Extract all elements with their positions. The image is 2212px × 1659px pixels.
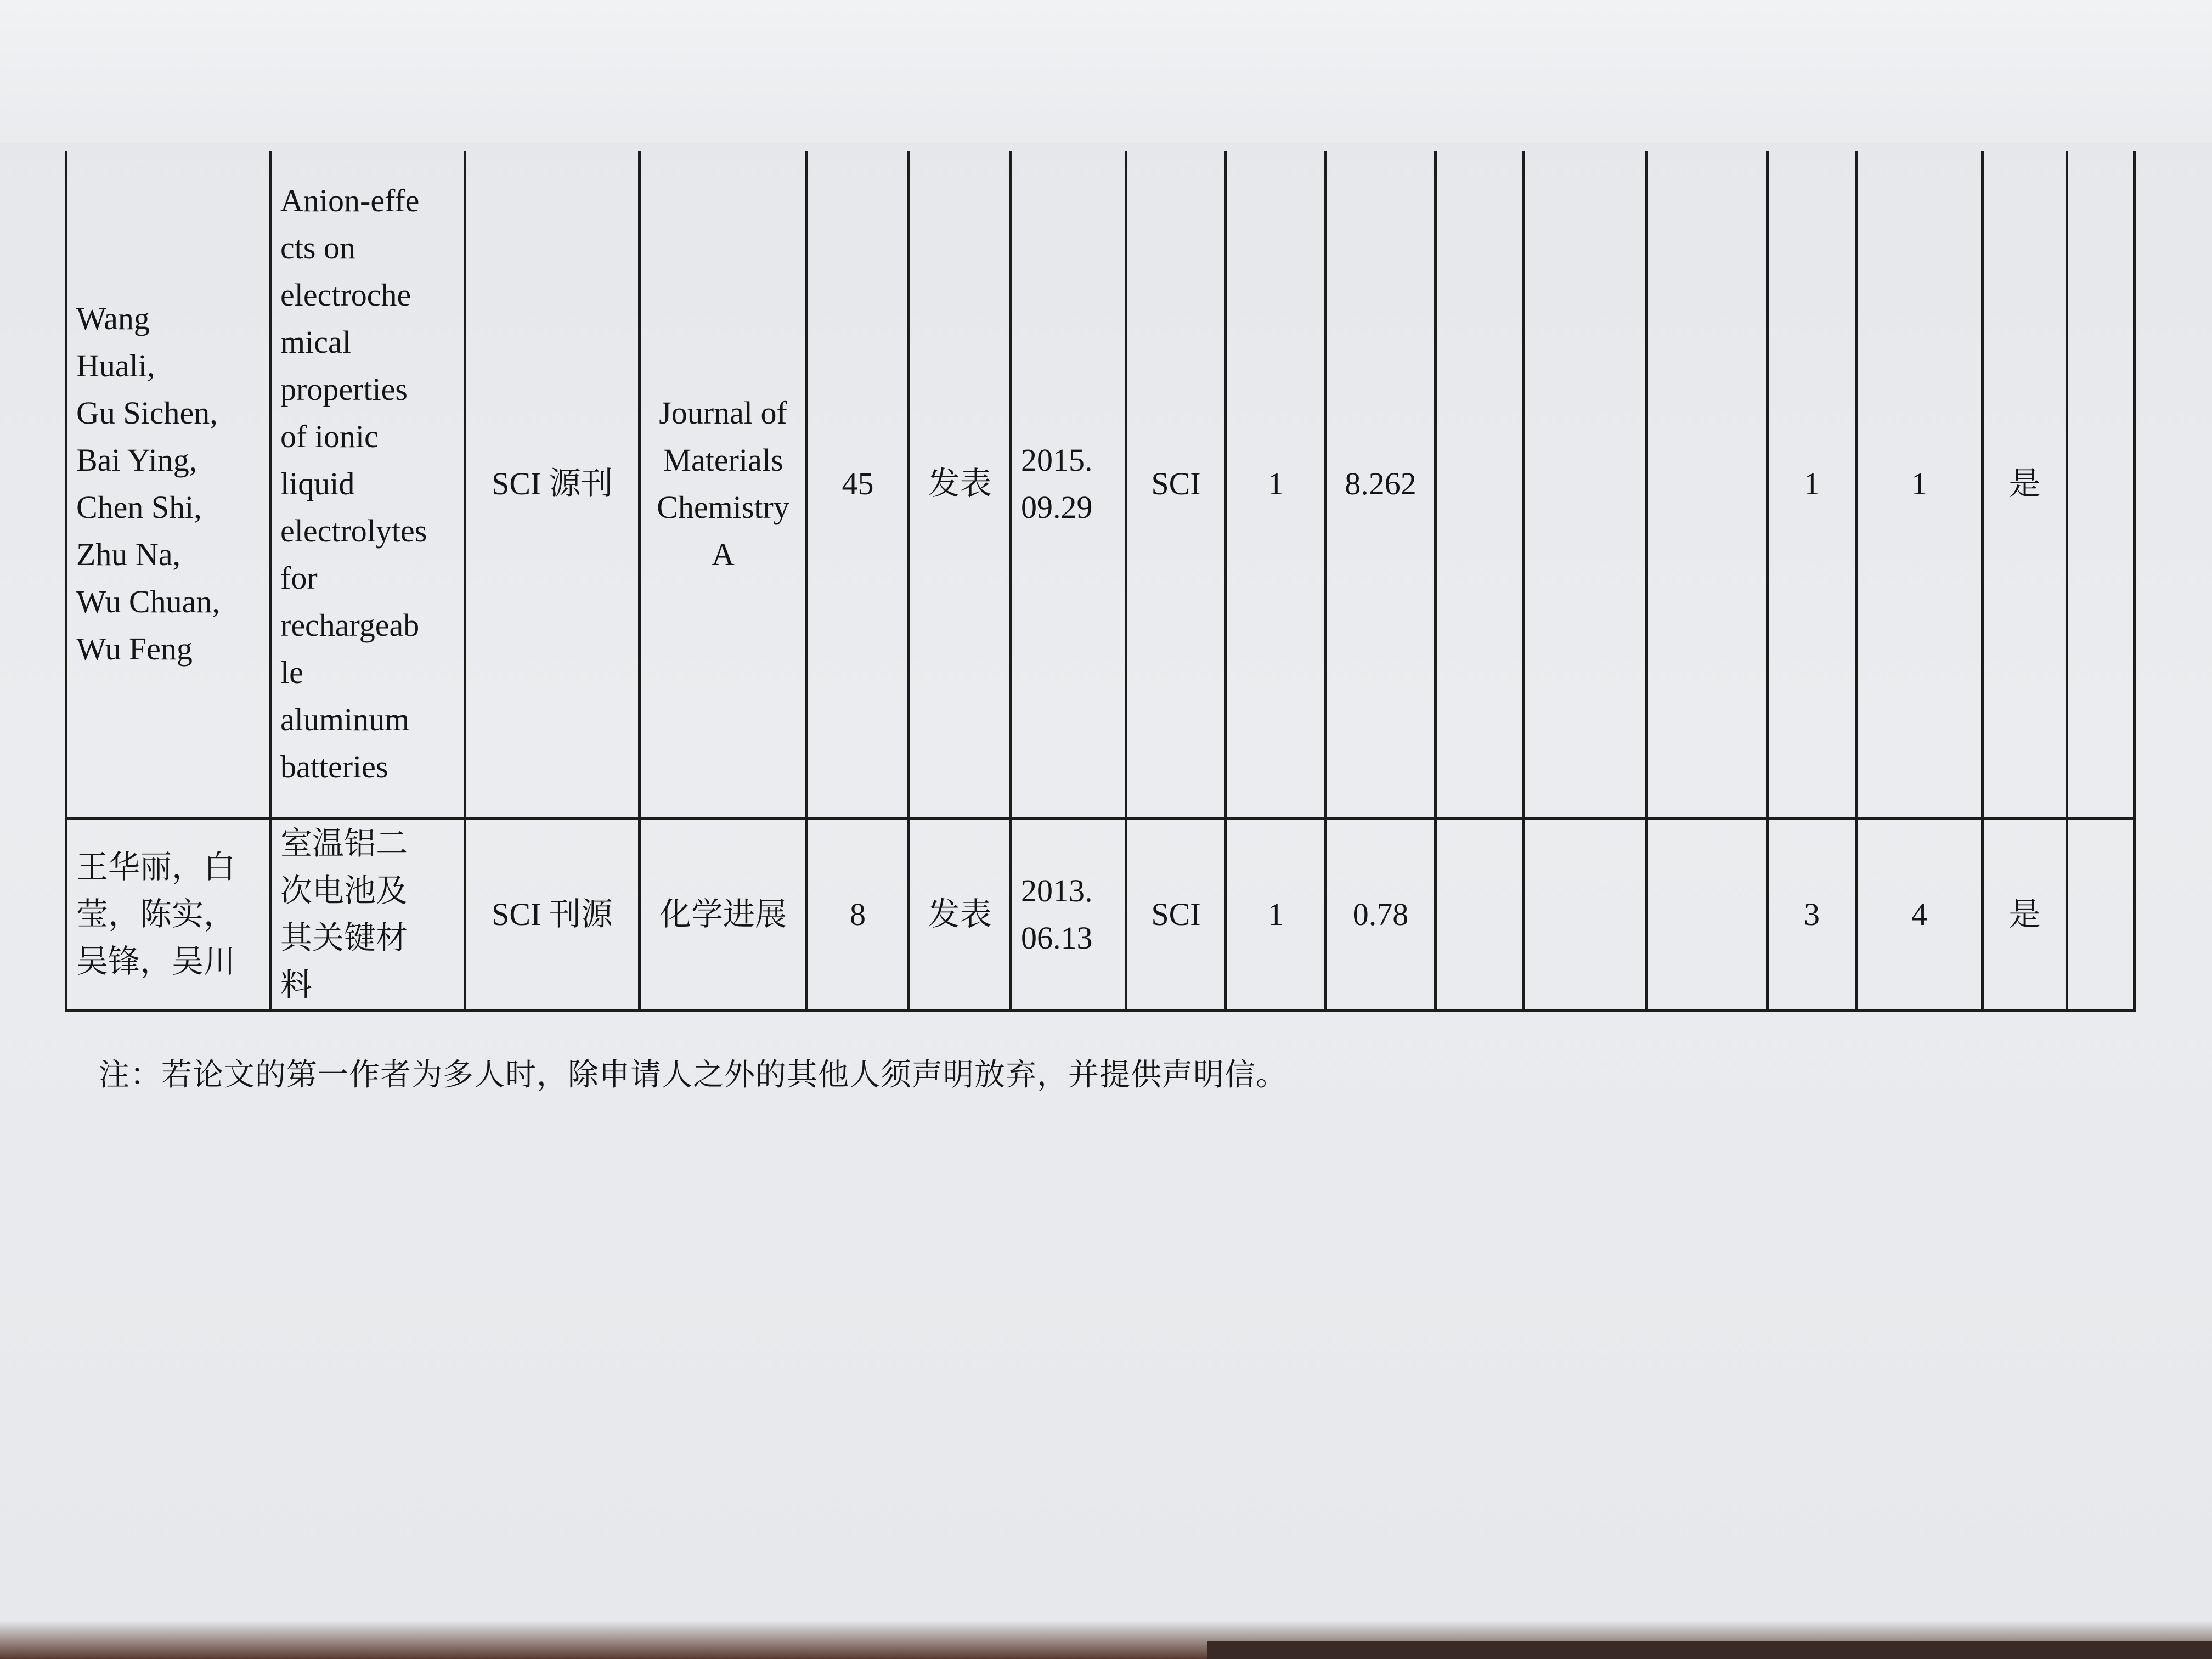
status-cell: 发表: [909, 819, 1011, 1011]
impact-factor-cell: 0.78: [1326, 819, 1436, 1011]
authors-cell: [66, 151, 270, 819]
empty-cell: [2067, 151, 2135, 819]
rank-cell: 1: [1857, 151, 1983, 819]
empty-cell: [1436, 819, 1523, 1011]
indexed-by-cell: SCI: [1126, 151, 1226, 819]
confirm-cell: 是: [1983, 151, 2067, 819]
paper-title-cell: [270, 151, 465, 819]
document-sheet: [65, 151, 2133, 1012]
index-type-cell: SCI 源刊: [465, 151, 640, 819]
authors-text: Wang Huali, Gu Sichen, Bai Ying, Chen Shi, Zhu Na, Wu Chuan, Wu Feng: [76, 301, 220, 667]
empty-cell: [1523, 819, 1647, 1011]
rank-cell: 3: [1768, 819, 1857, 1011]
index-type-cell: SCI 刊源: [465, 819, 640, 1011]
journal-cell: 化学进展: [640, 819, 807, 1011]
table-row: [66, 151, 2135, 819]
desk-edge: [1207, 1641, 2212, 1659]
table-row: [66, 819, 2135, 1011]
paper-title-cell: [270, 819, 465, 1011]
confirm-cell: 是: [1983, 819, 2067, 1011]
empty-cell: [1647, 819, 1768, 1011]
authors-cell: [66, 819, 270, 1011]
paper-title-text: Anion-effe cts on electroche mical properties of ionic liquid electrolytes for rechargeab le aluminum batteries: [280, 183, 427, 785]
empty-cell: [1647, 151, 1768, 819]
volume-cell: 8: [807, 819, 909, 1011]
paper-title-text: 室温铝二 次电池及 其关键材 料: [280, 826, 408, 1003]
count-cell: 1: [1226, 151, 1326, 819]
date-cell: 2015. 09.29: [1011, 151, 1126, 819]
status-cell: 发表: [909, 151, 1011, 819]
rank-cell: 4: [1857, 819, 1983, 1011]
volume-cell: 45: [807, 151, 909, 819]
publication-table: [65, 151, 2136, 1012]
rank-cell: 1: [1768, 151, 1857, 819]
journal-cell: Journal of Materials Chemistry A: [640, 151, 807, 819]
count-cell: 1: [1226, 819, 1326, 1011]
indexed-by-cell: SCI: [1126, 819, 1226, 1011]
empty-cell: [2067, 819, 2135, 1011]
page-top-area: [0, 0, 2212, 143]
empty-cell: [1523, 151, 1647, 819]
empty-cell: [1436, 151, 1523, 819]
date-cell: 2013. 06.13: [1011, 819, 1126, 1011]
authors-text: 王华丽，白 莹，陈实， 吴锋，吴川: [76, 849, 236, 980]
footnote: 注：若论文的第一作者为多人时，除申请人之外的其他人须声明放弃，并提供声明信。: [99, 1058, 1287, 1092]
impact-factor-cell: 8.262: [1326, 151, 1436, 819]
